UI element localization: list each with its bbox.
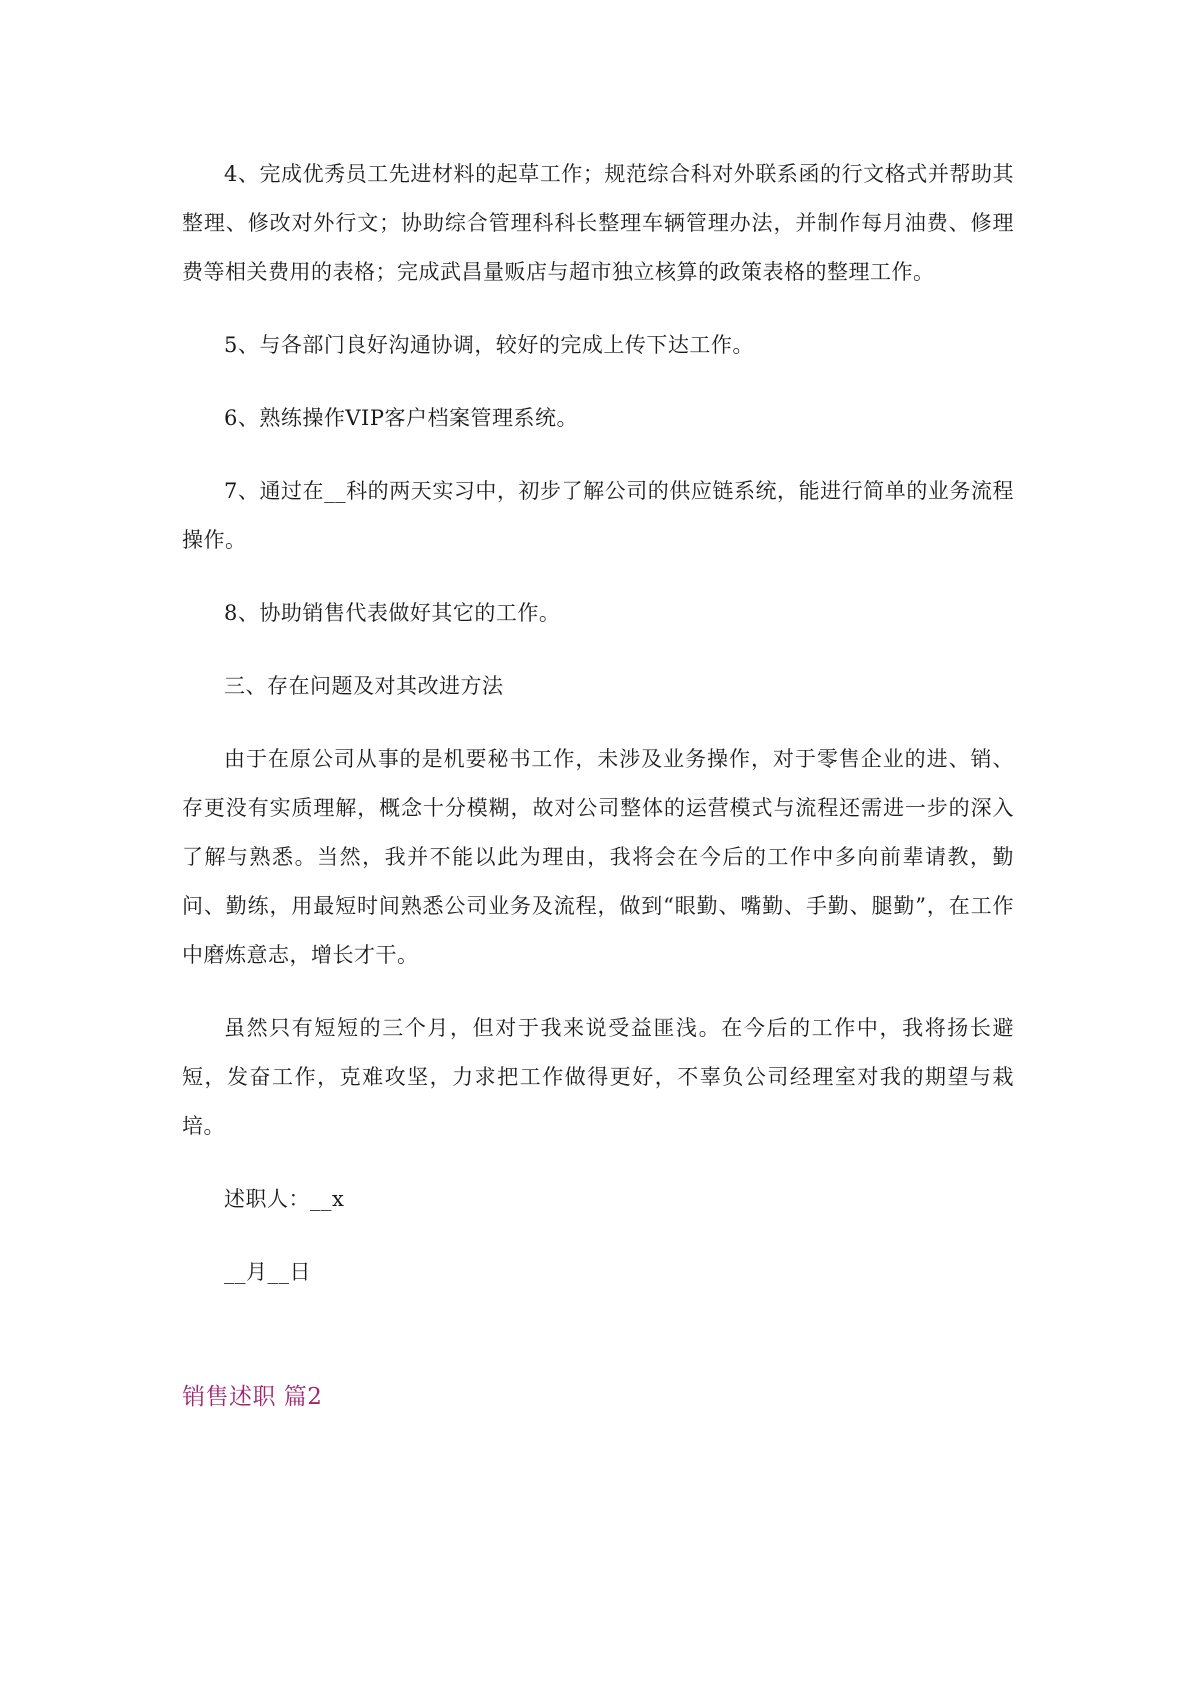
paragraph-item-7: 7、通过在__科的两天实习中，初步了解公司的供应链系统，能进行简单的业务流程操作。 (182, 479, 1014, 552)
document-body (182, 150, 1014, 1422)
section-title-problems: 三、存在问题及对其改进方法 (224, 674, 504, 698)
paragraph-item-8: 8、协助销售代表做好其它的工作。 (224, 601, 561, 625)
paragraph-problems-detail: 由于在原公司从事的是机要秘书工作，未涉及业务操作，对于零售企业的进、销、存更没有实质理解，概念十分模糊，故对公司整体的运营模式与流程还需进一步的深入了解与熟悉。当然，我并不能以此为理由，我将会在今后的工作中多向前辈请教，勤问、勤练，用最短时间熟悉公司业务及流程，做到“眼勤、嘴勤、手勤、腿勤”，在工作中磨炼意志，增长才干。 (182, 747, 1014, 967)
signature-line: 述职人：__x (224, 1187, 345, 1211)
paragraph-item-4: 4、完成优秀员工先进材料的起草工作；规范综合科对外联系函的行文格式并帮助其整理、修改对外行文；协助综合管理科科长整理车辆管理办法，并制作每月油费、修理费等相关费用的表格；完成武昌量贩店与超市独立核算的政策表格的整理工作。 (182, 162, 1014, 284)
paragraph-item-6: 6、熟练操作VIP客户档案管理系统。 (224, 406, 578, 430)
paragraph-conclusion: 虽然只有短短的三个月，但对于我来说受益匪浅。在今后的工作中，我将扬长避短，发奋工作，克难攻坚，力求把工作做得更好，不辜负公司经理室对我的期望与栽培。 (182, 1016, 1014, 1138)
section-heading: 销售述职 篇2 (182, 1384, 323, 1410)
paragraph-item-5: 5、与各部门良好沟通协调，较好的完成上传下达工作。 (224, 333, 754, 357)
date-line: __月__日 (224, 1260, 311, 1284)
